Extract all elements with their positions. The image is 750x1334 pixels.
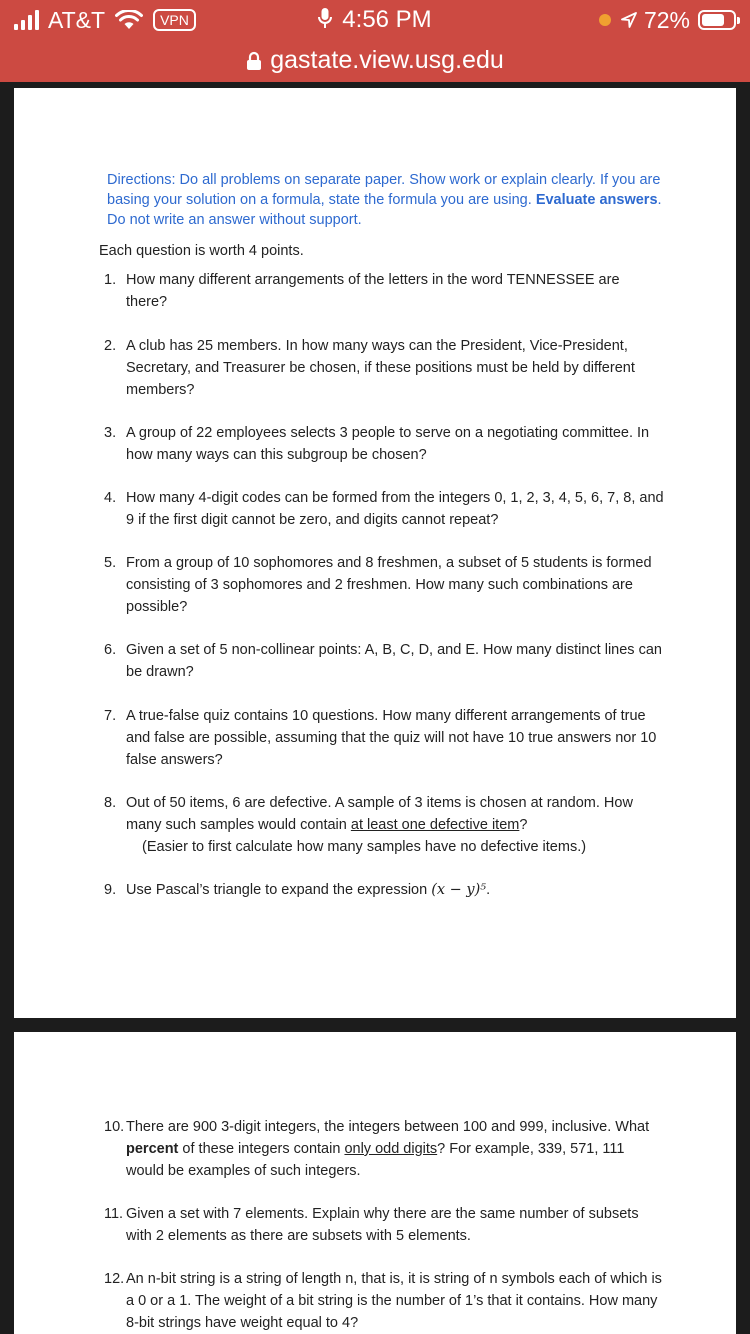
question-7 [104, 705, 664, 771]
question-text-part: Out of 50 items, 6 are defective. A sample of 3 items is chosen at random. How many such samples would contain [126, 795, 633, 833]
recording-indicator [599, 14, 611, 26]
microphone-icon [318, 7, 332, 29]
question-text: An n-bit string is a string of length n, that is, it is string of n symbols each of which is a 0 or a 1. The weight of a bit string is the number of 1’s that it contains. How many 8-bit strings have weight equal to 4? [126, 1271, 662, 1331]
document-page-2 [14, 1032, 736, 1334]
question-3 [104, 422, 664, 466]
question-text-part: ? [519, 817, 528, 833]
question-11 [104, 1203, 664, 1247]
question-number: 4. [104, 490, 117, 506]
question-12 [104, 1268, 664, 1334]
question-number: 1. [104, 272, 117, 288]
question-text-part: There are 900 3-digit integers, the integers between 100 and 999, inclusive. What [126, 1119, 650, 1135]
directions-text [107, 170, 667, 230]
carrier-label: AT&T [48, 6, 106, 33]
question-text: A group of 22 employees selects 3 people to serve on a negotiating committee. In how many ways can this subgroup be chosen? [126, 425, 650, 463]
question-text: A club has 25 members. In how many ways can the President, Vice-President, Secretary, and Treasurer be chosen, if these positions must be held by different members? [126, 338, 635, 398]
question-number: 7. [104, 708, 117, 724]
clock: 4:56 PM [342, 6, 432, 33]
question-number: 12. [104, 1271, 125, 1287]
question-text: Given a set of 5 non-collinear points: A, B, C, D, and E. How many distinct lines can be drawn? [126, 642, 662, 680]
points-note: Each question is worth 4 points. [99, 243, 304, 259]
directions-part1: Directions: Do all problems on separate paper. Show work or explain clearly. If you are basing your solution on a formula, state the formula you are using. [107, 172, 661, 208]
bold-word: percent [126, 1141, 179, 1157]
location-icon [620, 11, 638, 29]
underlined-phrase: only odd digits [344, 1141, 438, 1157]
math-expression: (x − y)⁵ [431, 882, 487, 898]
question-number: 9. [104, 882, 117, 898]
question-number: 3. [104, 425, 117, 441]
lock-icon [246, 51, 262, 71]
question-2 [104, 335, 664, 401]
question-text [126, 1116, 664, 1182]
status-bar [0, 0, 750, 40]
question-number: 6. [104, 642, 117, 658]
question-1 [104, 269, 664, 313]
question-text: How many 4-digit codes can be formed from the integers 0, 1, 2, 3, 4, 5, 6, 7, 8, and 9 if the first digit cannot be zero, and digits cannot repeat? [126, 490, 664, 528]
question-4 [104, 487, 664, 531]
question-number: 5. [104, 555, 117, 571]
question-5 [104, 552, 664, 618]
question-text [126, 792, 664, 836]
question-hint: (Easier to first calculate how many samples have no defective items.) [142, 839, 587, 855]
vpn-badge: VPN [153, 9, 196, 31]
question-text [126, 879, 664, 901]
document-page-1 [14, 88, 736, 1018]
question-8 [104, 792, 664, 858]
browser-url-bar[interactable] [0, 40, 750, 82]
battery-icon [698, 10, 736, 30]
battery-percent: 72% [643, 6, 690, 33]
question-10 [104, 1116, 664, 1182]
question-text-part: ? For example, 339, 571, 111 would be examples of such integers. [126, 1141, 625, 1179]
question-text-part: of these integers contain [178, 1141, 345, 1157]
question-text-part: . [486, 882, 491, 898]
question-number: 11. [104, 1206, 124, 1222]
underlined-phrase: at least one defective item [350, 817, 520, 833]
url-text: gastate.view.usg.edu [270, 46, 504, 74]
directions-part2: . Do not write an answer without support. [107, 192, 662, 228]
question-number: 8. [104, 795, 117, 811]
question-number: 10. [104, 1119, 125, 1135]
question-6 [104, 639, 664, 683]
question-text-part: Use Pascal’s triangle to expand the expression [126, 882, 432, 898]
question-text: A true-false quiz contains 10 questions. How many different arrangements of true and false are possible, assuming that the quiz will not have 10 true answers nor 10 false answers? [126, 708, 657, 768]
directions-bold: Evaluate answers [535, 192, 658, 208]
question-text: Given a set with 7 elements. Explain why there are the same number of subsets with 2 elements as there are subsets with 5 elements. [126, 1206, 639, 1244]
battery-fill [702, 14, 724, 26]
question-text: From a group of 10 sophomores and 8 freshmen, a subset of 5 students is formed consisting of 3 sophomores and 2 freshmen. How many such combinations are possible? [126, 555, 652, 615]
question-9 [104, 879, 664, 901]
question-number: 2. [104, 338, 117, 354]
question-text: How many different arrangements of the letters in the word TENNESSEE are there? [126, 272, 620, 310]
